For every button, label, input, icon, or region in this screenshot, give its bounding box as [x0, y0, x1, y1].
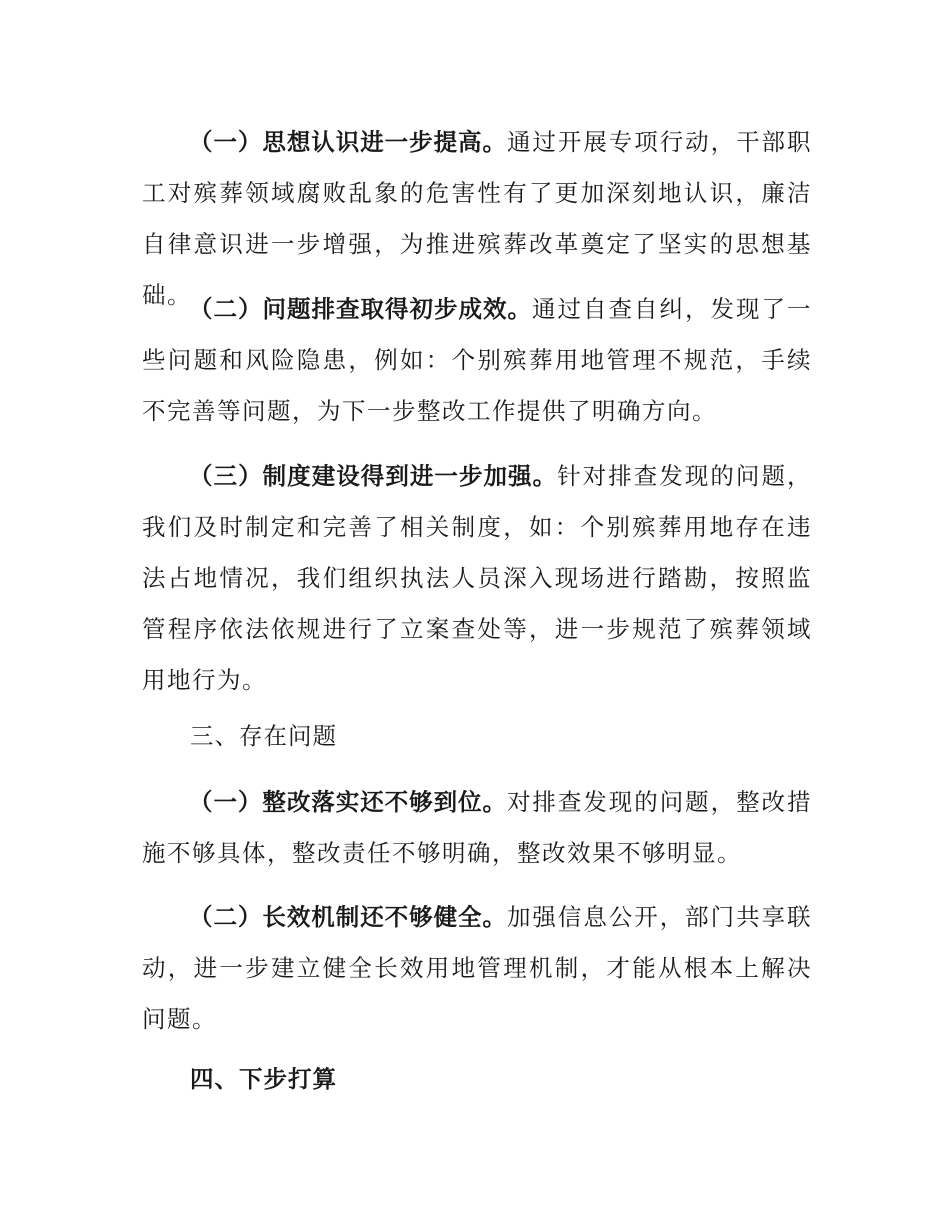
paragraph-long-term-mechanism: [142, 892, 812, 1045]
paragraph-lead: （一）整改落实还不够到位。: [189, 788, 507, 816]
paragraph-text: 针对排查发现的问题，我们及时制定和完善了相关制度，如：个别殡葬用地存在违法占地情况，我们组织执法人员深入现场进行踏勘，按照监管程序依法依规进行了立案查处等，进一步规范了殡葬领域用地行为。: [142, 462, 812, 694]
paragraph-lead: （二）问题排查取得初步成效。: [189, 295, 532, 323]
section-heading-existing-problems: 三、存在问题: [190, 722, 337, 750]
paragraph-text: 加强信息公开，部门共享联动，进一步建立健全长效用地管理机制，才能从根本上解决问题。: [142, 903, 813, 1033]
paragraph-system-building: [142, 451, 812, 706]
paragraph-text: 通过开展专项行动，干部职工对殡葬领域腐败乱象的危害性有了更加深刻地认识，廉洁自律意识进一步增强，为推进殡葬改革奠定了坚实的思想基础。: [142, 128, 813, 309]
paragraph-rectification: [142, 777, 812, 879]
paragraph-lead: （一）思想认识进一步提高。: [189, 128, 507, 156]
paragraph-lead: （三）制度建设得到进一步加强。: [189, 462, 558, 490]
paragraph-problem-screening: [142, 284, 812, 437]
paragraph-text: 对排查发现的问题，整改措施不够具体，整改责任不够明确，整改效果不够明显。: [142, 788, 813, 867]
paragraph-text: 通过自查自纠，发现了一些问题和风险隐患，例如：个别殡葬用地管理不规范，手续不完善等问题，为下一步整改工作提供了明确方向。: [142, 295, 812, 425]
section-heading-next-steps: 四、下步打算: [190, 1065, 337, 1093]
paragraph-lead: （二）长效机制还不够健全。: [189, 903, 507, 931]
